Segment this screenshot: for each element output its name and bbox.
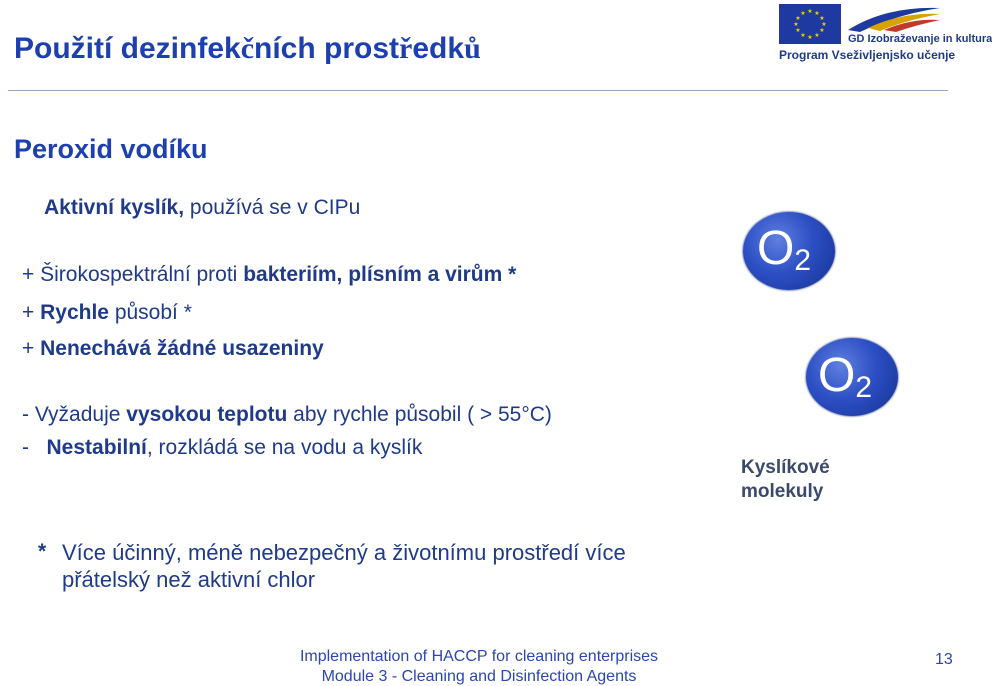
title-part: č	[240, 32, 255, 65]
svg-text:★: ★	[800, 10, 806, 17]
title-part: edk	[412, 32, 465, 65]
title-part: ř	[399, 32, 413, 65]
intro-normal: používá se v CIPu	[184, 196, 361, 219]
caption-line: molekuly	[741, 481, 824, 502]
con-item	[22, 403, 552, 427]
intro-bold: Aktivní kyslík,	[44, 196, 185, 219]
con-suffix: , rozkládá se na vodu a kyslík	[146, 436, 423, 459]
pro-item	[22, 263, 516, 287]
note-star	[38, 540, 46, 564]
page-number: 13	[935, 651, 953, 668]
slide-subtitle: Peroxid vodíku	[14, 134, 208, 164]
con-item	[22, 436, 422, 460]
pro-item	[22, 337, 324, 361]
con-prefix: -	[22, 436, 47, 459]
molecule-subscript: 2	[855, 371, 873, 404]
svg-text:★: ★	[793, 21, 799, 28]
intro-line	[44, 196, 360, 220]
svg-text:★: ★	[795, 27, 801, 34]
svg-text:★: ★	[821, 21, 827, 28]
con-suffix: aby rychle působil ( > 55°C)	[287, 403, 552, 426]
title-part: ních prost	[254, 32, 400, 65]
con-bold: Nestabilní	[46, 436, 147, 459]
svg-text:★: ★	[800, 32, 806, 39]
svg-text:★: ★	[795, 15, 801, 22]
molecules-caption	[741, 456, 830, 504]
svg-text:★: ★	[814, 10, 820, 17]
pro-prefix: +	[22, 301, 41, 324]
page-title	[14, 32, 481, 66]
header-divider	[8, 90, 948, 91]
title-part: ů	[464, 32, 481, 65]
molecule-symbol: O	[757, 222, 795, 275]
pro-bold: bakteriím, plísním a virům *	[243, 263, 517, 286]
molecule-subscript: 2	[794, 244, 812, 277]
footer-line-1: Implementation of HACCP for cleaning enterprises	[299, 648, 659, 665]
svg-text:★: ★	[807, 34, 813, 41]
caption-line: Kyslíkové	[741, 457, 830, 478]
pro-item	[22, 301, 192, 325]
molecule-formula	[757, 222, 812, 277]
svg-text:★: ★	[819, 15, 825, 22]
note-line: Více účinný, méně nebezpečný a životnímu prostředí více	[62, 540, 626, 565]
footer-line-2: Module 3 - Cleaning and Disinfection Agents	[321, 668, 637, 685]
svg-text:★: ★	[819, 27, 825, 34]
title-part: Použití dezinfek	[14, 32, 241, 65]
pro-bold: Nenechává žádné usazeniny	[40, 337, 324, 360]
wing-icon	[846, 4, 942, 34]
pro-prefix: + Širokospektrální proti	[22, 263, 244, 286]
con-bold: vysokou teplotu	[126, 403, 288, 426]
logo-caption-2: Program Vseživljenjsko učenje	[779, 48, 956, 62]
molecule-symbol: O	[818, 349, 856, 402]
logo-caption-1: GD Izobraževanje in kultura	[848, 33, 992, 45]
molecule-formula	[818, 349, 873, 404]
note-star-glyph: *	[38, 540, 47, 563]
svg-text:★: ★	[807, 8, 813, 15]
pro-suffix: působí *	[108, 301, 192, 324]
eu-flag-icon	[779, 4, 841, 44]
pro-prefix: +	[22, 337, 41, 360]
note-line: přátelský než aktivní chlor	[62, 567, 316, 592]
con-prefix: - Vyžaduje	[22, 403, 127, 426]
pro-bold: Rychle	[40, 301, 109, 324]
svg-text:★: ★	[814, 32, 820, 39]
